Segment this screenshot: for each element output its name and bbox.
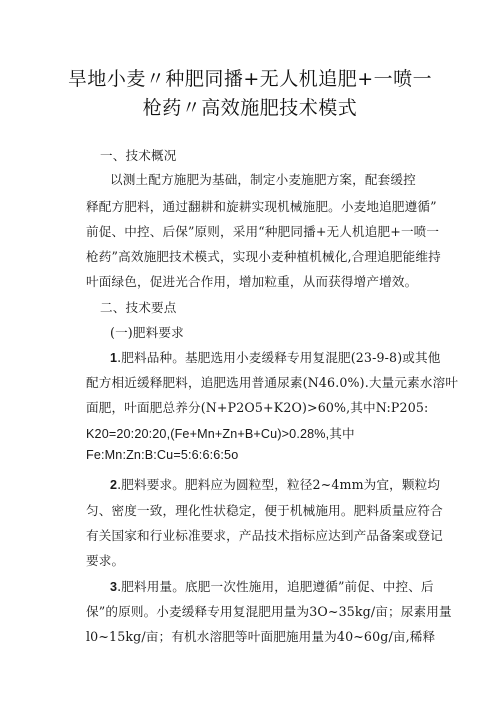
subsection-heading-fertilizer: (一)肥料要求 <box>110 325 184 340</box>
item-2-line: 要求。 <box>86 553 125 568</box>
section-heading-overview: 一、技术概况 <box>100 148 177 163</box>
document-title-line-2: 枪药〃高效施肥技术模式 <box>142 97 358 119</box>
paragraph-line: 叶面绿色，促进光合作用，增加粒重，从而获得增产增效。 <box>86 274 418 289</box>
paragraph-line: 前促、中控、后保”原则，采用“种肥同播+无人机追肥+一喷一 <box>86 224 440 239</box>
document-title-line-1: 旱地小麦〃种肥同播+无人机追肥+一喷一 <box>67 68 433 90</box>
item-3-line: 保”的原则。小麦缓释专用复混肥用量为3O~35kg/亩；尿素用量 <box>86 604 452 619</box>
item-number: 2 <box>110 478 118 492</box>
item-2-line: 匀、密度一致，理化性状稳定，便于机械施用。肥料质量应符合 <box>86 503 443 518</box>
item-1-line: Fe:Mn:Zn:B:Cu=5:6:6:6:5o <box>86 448 239 462</box>
paragraph-line: 以测土配方施肥为基础，制定小麦施肥方案，配套缓控 <box>110 172 416 187</box>
item-number: 1 <box>110 351 118 365</box>
item-3-line: 3.肥料用量。底肥一次性施用，追肥遵循”前促、中控、后 <box>110 579 434 594</box>
paragraph-line: 释配方肥料，通过翻耕和旋耕实现机械施肥。小麦地追肥遵循” <box>86 199 437 214</box>
section-heading-key-points: 二、技术要点 <box>100 300 177 315</box>
paragraph-line: 枪药”高效施肥技术模式，实现小麦种植机械化,合理追肥能维持 <box>86 249 441 264</box>
item-number: 3 <box>110 580 118 594</box>
item-1-line: 面肥，叶面肥总养分(N+P2O5+K2O)>60%,其中N:P205: <box>86 400 429 415</box>
item-1-line: K20=20:20:20,(Fe+Mn+Zn+B+Cu)>0.28%,其中 <box>86 427 355 441</box>
item-1-line: 配方相近缓释肥料，追肥选用普通尿素(N46.0%).大量元素水溶叶 <box>86 375 459 390</box>
item-1-line: 1.肥料品种。基肥选用小麦缓释专用复混肥(23-9-8)或其他 <box>110 350 441 365</box>
item-2-line: 2.肥料要求。肥料应为圆粒型，粒径2~4mm为宜，颗粒均 <box>110 477 441 492</box>
item-2-line: 有关国家和行业标准要求，产品技术指标应达到产品备案或登记 <box>86 528 443 543</box>
item-3-line: l0~15kg/亩；有机水溶肥等叶面肥施用量为40~60g/亩,稀释 <box>86 629 436 644</box>
